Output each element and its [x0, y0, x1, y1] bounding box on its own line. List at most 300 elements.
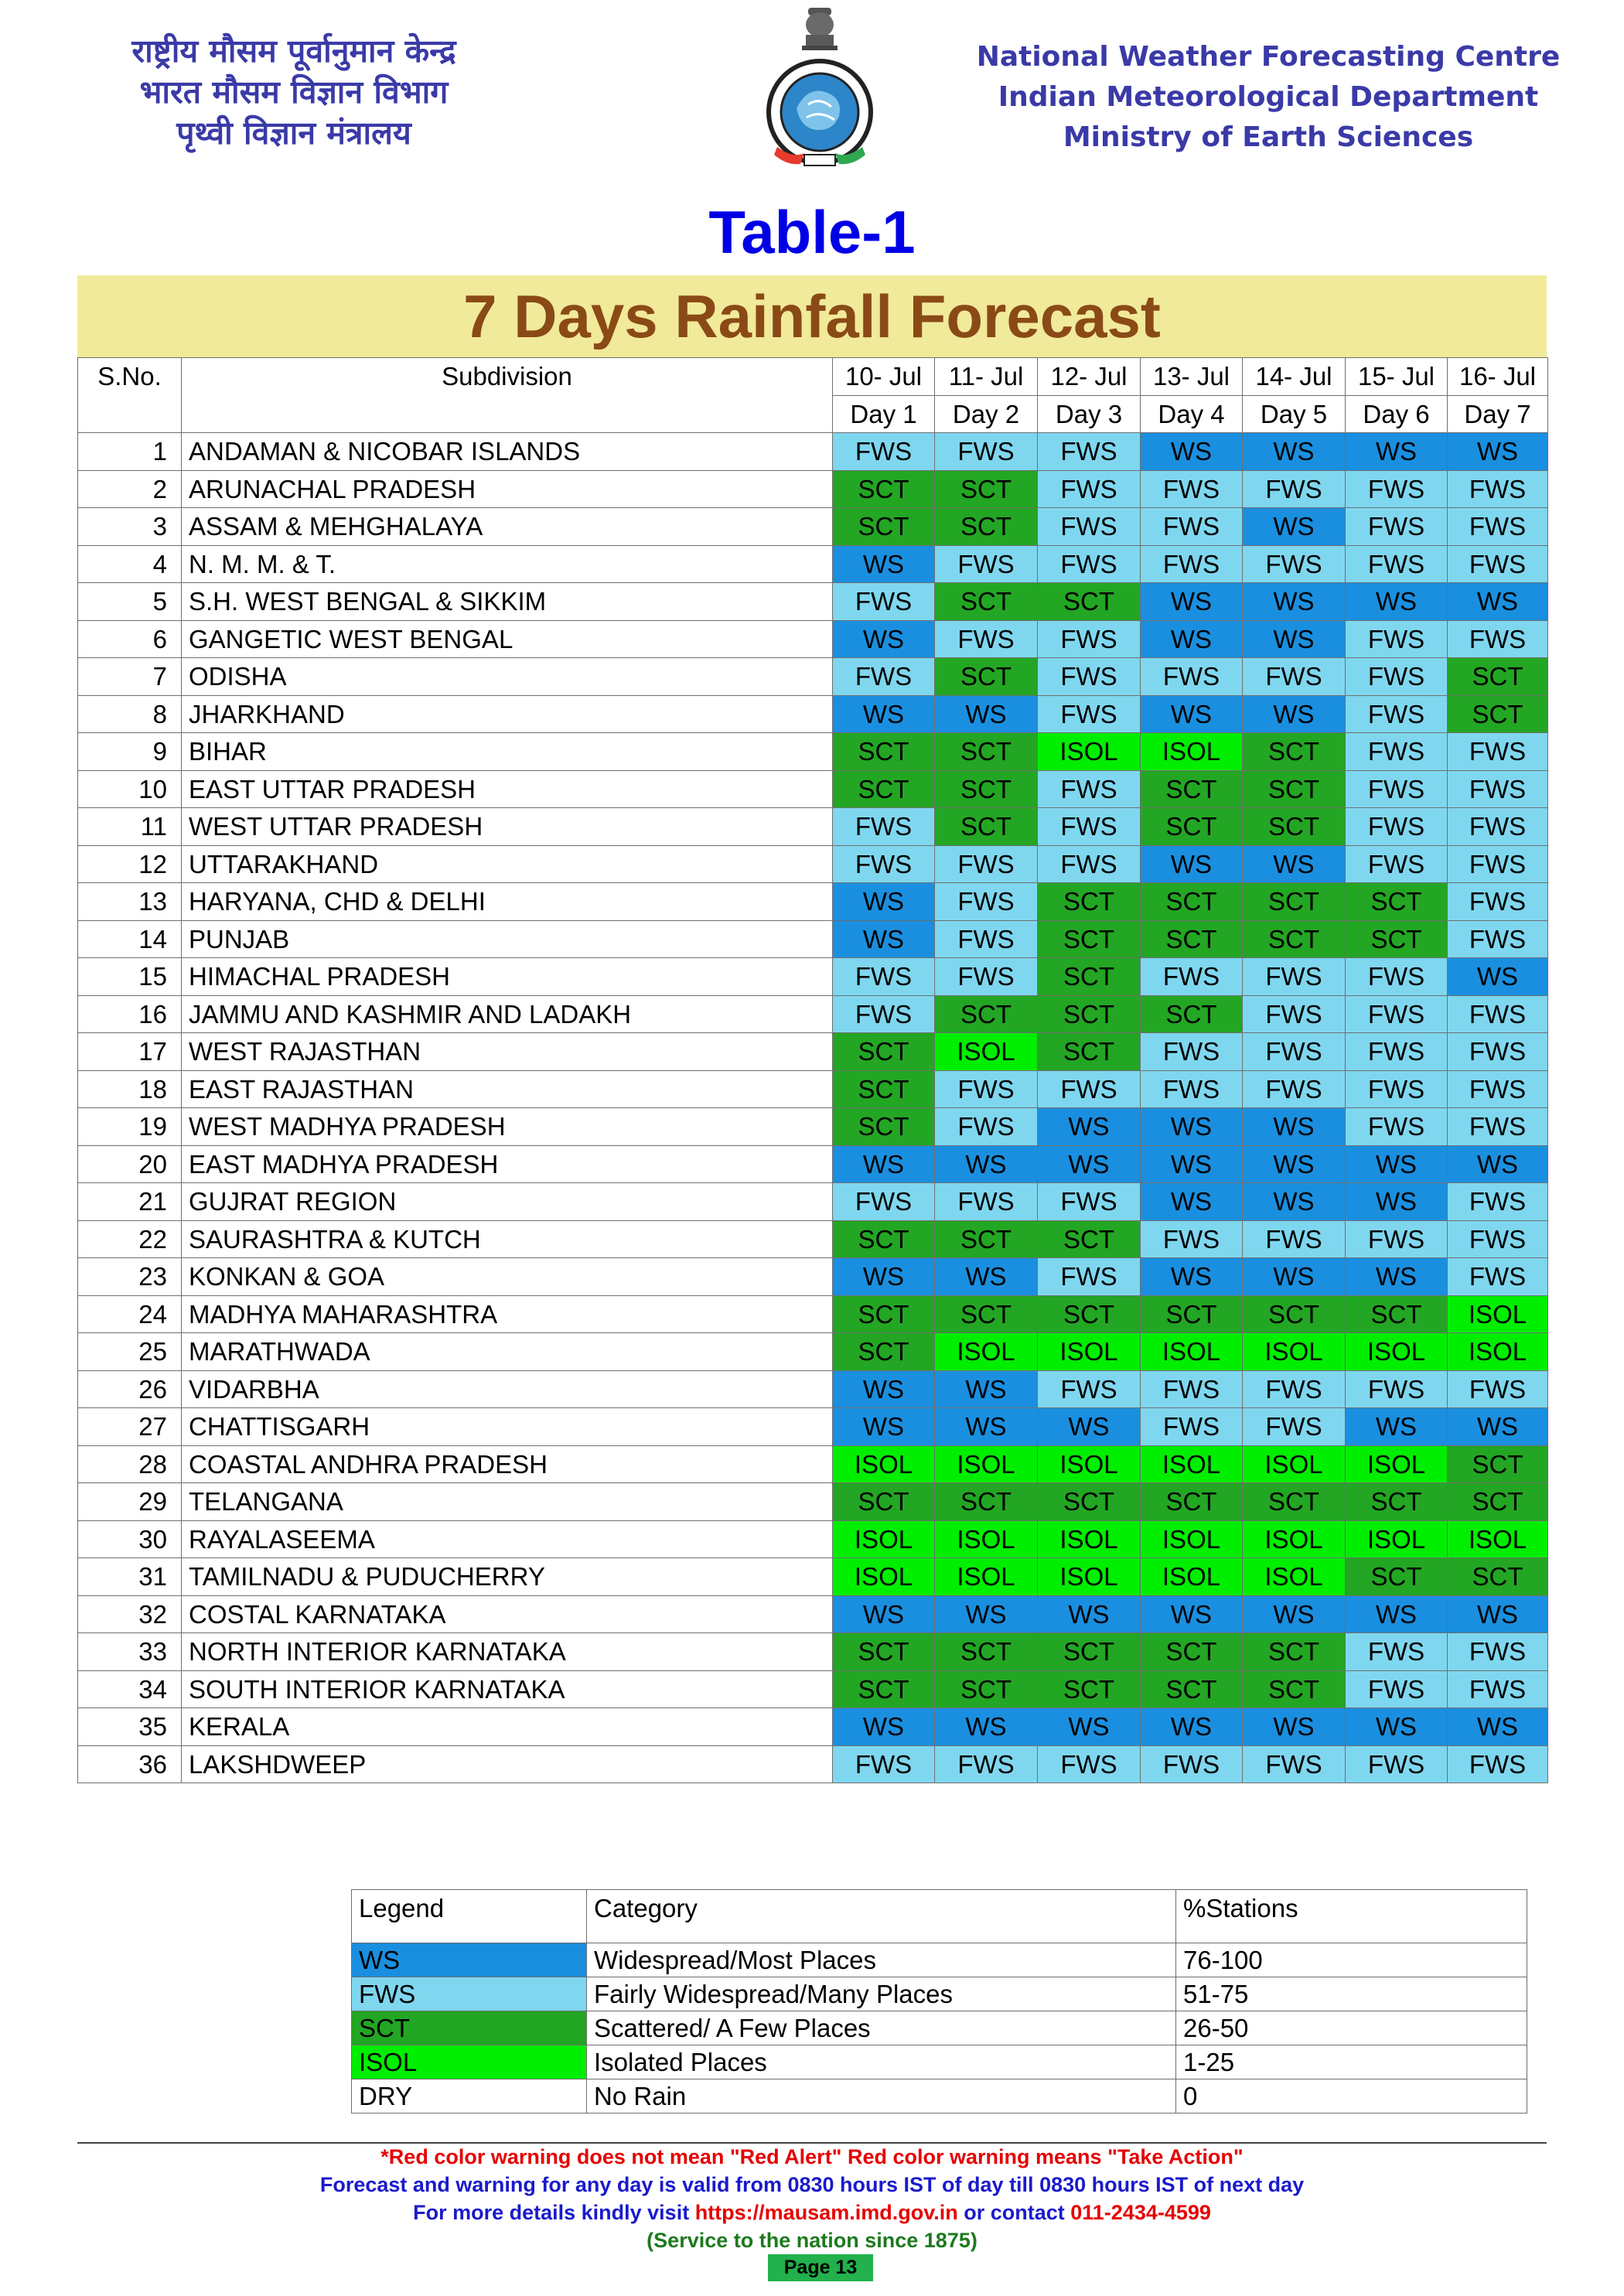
row-sno: 26 [78, 1370, 182, 1408]
legend-category: Fairly Widespread/Many Places [587, 1977, 1176, 2011]
forecast-cell: FWS [1346, 1220, 1448, 1258]
forecast-cell: WS [1141, 1258, 1243, 1296]
forecast-cell: SCT [1038, 1483, 1141, 1521]
forecast-cell: SCT [833, 508, 935, 546]
row-subdivision: HARYANA, CHD & DELHI [182, 883, 833, 921]
footer-website-link[interactable]: https://mausam.imd.gov.in [694, 2201, 958, 2224]
legend-row [352, 2011, 1527, 2045]
forecast-cell: SCT [833, 733, 935, 771]
row-sno: 25 [78, 1333, 182, 1371]
row-subdivision: RAYALASEEMA [182, 1520, 833, 1558]
row-sno: 32 [78, 1595, 182, 1633]
forecast-cell: FWS [833, 995, 935, 1033]
forecast-cell: SCT [935, 1633, 1038, 1671]
legend-code-swatch: DRY [352, 2079, 587, 2113]
forecast-cell: WS [1243, 620, 1346, 658]
forecast-cell: FWS [1243, 658, 1346, 696]
forecast-cell: WS [833, 920, 935, 958]
row-subdivision: KONKAN & GOA [182, 1258, 833, 1296]
legend-stations: 0 [1176, 2079, 1527, 2113]
forecast-cell: WS [1346, 1145, 1448, 1183]
legend-category: Scattered/ A Few Places [587, 2011, 1176, 2045]
forecast-cell: FWS [833, 1183, 935, 1221]
forecast-cell: SCT [1141, 1670, 1243, 1708]
footer-phone-number: 011-2434-4599 [1070, 2201, 1211, 2224]
forecast-cell: SCT [1243, 1483, 1346, 1521]
forecast-cell: WS [935, 1145, 1038, 1183]
forecast-cell: WS [833, 545, 935, 583]
forecast-cell: WS [1038, 1108, 1141, 1146]
forecast-cell: SCT [1243, 770, 1346, 808]
header-date: 13- Jul [1141, 358, 1243, 396]
forecast-cell: WS [1448, 1595, 1548, 1633]
legend-table-body [352, 1890, 1527, 2113]
forecast-cell: FWS [1346, 1070, 1448, 1108]
forecast-cell: SCT [1346, 1558, 1448, 1596]
forecast-cell: WS [1448, 583, 1548, 621]
forecast-cell: SCT [935, 733, 1038, 771]
forecast-cell: WS [1141, 1183, 1243, 1221]
forecast-cell: FWS [1038, 1183, 1141, 1221]
forecast-cell: WS [1346, 1183, 1448, 1221]
header-date: 10- Jul [833, 358, 935, 396]
forecast-cell: WS [833, 1258, 935, 1296]
forecast-cell: FWS [1038, 508, 1141, 546]
forecast-cell: ISOL [1448, 1295, 1548, 1333]
forecast-cell: FWS [1346, 1108, 1448, 1146]
forecast-cell: ISOL [1448, 1520, 1548, 1558]
forecast-cell: WS [1038, 1595, 1141, 1633]
forecast-cell: SCT [1141, 1483, 1243, 1521]
legend-header-legend: Legend [352, 1890, 587, 1943]
row-subdivision: MADHYA MAHARASHTRA [182, 1295, 833, 1333]
row-sno: 6 [78, 620, 182, 658]
table-row [78, 470, 1548, 508]
legend-stations: 51-75 [1176, 1977, 1527, 2011]
row-sno: 35 [78, 1708, 182, 1746]
row-subdivision: COASTAL ANDHRA PRADESH [182, 1445, 833, 1483]
page-number-badge: Page 13 [768, 2254, 873, 2281]
row-subdivision: WEST MADHYA PRADESH [182, 1108, 833, 1146]
row-sno: 3 [78, 508, 182, 546]
forecast-cell: FWS [1448, 1183, 1548, 1221]
forecast-cell: ISOL [1243, 1520, 1346, 1558]
header-day: Day 1 [833, 395, 935, 433]
forecast-cell: FWS [1141, 470, 1243, 508]
header-subdivision: Subdivision [182, 358, 833, 433]
table-row [78, 1745, 1548, 1783]
forecast-cell: FWS [1448, 1220, 1548, 1258]
row-sno: 23 [78, 1258, 182, 1296]
forecast-cell: FWS [1346, 470, 1448, 508]
forecast-cell: ISOL [1346, 1445, 1448, 1483]
row-subdivision: UTTARAKHAND [182, 845, 833, 883]
forecast-cell: WS [833, 1708, 935, 1746]
forecast-cell: SCT [1243, 883, 1346, 921]
footer-red-warning-note: *Red color warning does not mean "Red Alert" Red color warning means "Take Action" [380, 2145, 1244, 2168]
forecast-cell: SCT [833, 770, 935, 808]
forecast-cell: ISOL [1038, 1445, 1141, 1483]
forecast-cell: FWS [935, 845, 1038, 883]
forecast-cell: ISOL [1243, 1558, 1346, 1596]
table-row [78, 1445, 1548, 1483]
forecast-cell: FWS [1448, 733, 1548, 771]
forecast-cell: SCT [833, 1070, 935, 1108]
forecast-cell: FWS [1346, 508, 1448, 546]
forecast-cell: SCT [1448, 1558, 1548, 1596]
footer-contact-prefix: For more details kindly visit [413, 2201, 695, 2224]
row-sno: 31 [78, 1558, 182, 1596]
forecast-cell: WS [1346, 1595, 1448, 1633]
forecast-cell: FWS [1346, 620, 1448, 658]
table-row [78, 1558, 1548, 1596]
forecast-cell: SCT [1346, 1295, 1448, 1333]
header-sno: S.No. [78, 358, 182, 433]
forecast-cell: ISOL [1346, 1333, 1448, 1371]
forecast-cell: FWS [1346, 1033, 1448, 1071]
row-sno: 17 [78, 1033, 182, 1071]
forecast-cell: FWS [1243, 545, 1346, 583]
table-row [78, 808, 1548, 846]
row-subdivision: JAMMU AND KASHMIR AND LADAKH [182, 995, 833, 1033]
forecast-cell: FWS [1038, 658, 1141, 696]
table-row [78, 1070, 1548, 1108]
row-sno: 4 [78, 545, 182, 583]
forecast-cell: WS [1243, 1108, 1346, 1146]
row-subdivision: NORTH INTERIOR KARNATAKA [182, 1633, 833, 1671]
row-sno: 16 [78, 995, 182, 1033]
legend-header-category: Category [587, 1890, 1176, 1943]
forecast-cell: ISOL [1243, 1445, 1346, 1483]
forecast-cell: FWS [1038, 1258, 1141, 1296]
row-subdivision: WEST UTTAR PRADESH [182, 808, 833, 846]
table-row [78, 920, 1548, 958]
forecast-cell: FWS [1346, 1370, 1448, 1408]
forecast-cell: SCT [833, 1220, 935, 1258]
header-date: 11- Jul [935, 358, 1038, 396]
header-day: Day 7 [1448, 395, 1548, 433]
forecast-cell: FWS [1243, 995, 1346, 1033]
forecast-cell: WS [1448, 433, 1548, 471]
header-english-line-2: Indian Meteorological Department [998, 81, 1539, 113]
header-date: 15- Jul [1346, 358, 1448, 396]
forecast-cell: SCT [1141, 1633, 1243, 1671]
footer-validity-note: Forecast and warning for any day is valid from 0830 hours IST of day till 0830 hours IST of next day [319, 2173, 1305, 2196]
forecast-cell: FWS [833, 808, 935, 846]
forecast-cell: FWS [1448, 545, 1548, 583]
forecast-cell: SCT [935, 583, 1038, 621]
forecast-cell: SCT [1346, 920, 1448, 958]
header-day: Day 2 [935, 395, 1038, 433]
table-row [78, 658, 1548, 696]
forecast-cell: SCT [1038, 1220, 1141, 1258]
forecast-cell: WS [833, 1595, 935, 1633]
row-subdivision: ASSAM & MEHGHALAYA [182, 508, 833, 546]
row-subdivision: GANGETIC WEST BENGAL [182, 620, 833, 658]
forecast-cell: FWS [1243, 1033, 1346, 1071]
table-row [78, 1183, 1548, 1221]
forecast-cell: FWS [1448, 808, 1548, 846]
row-subdivision: EAST MADHYA PRADESH [182, 1145, 833, 1183]
forecast-cell: FWS [1038, 433, 1141, 471]
forecast-cell: FWS [935, 1183, 1038, 1221]
forecast-cell: FWS [1346, 733, 1448, 771]
forecast-cell: SCT [1243, 808, 1346, 846]
forecast-cell: ISOL [935, 1333, 1038, 1371]
row-sno: 36 [78, 1745, 182, 1783]
forecast-cell: FWS [935, 1108, 1038, 1146]
table-row [78, 508, 1548, 546]
row-sno: 14 [78, 920, 182, 958]
header-english-line-3: Ministry of Earth Sciences [1063, 121, 1474, 153]
forecast-cell: WS [1243, 583, 1346, 621]
forecast-cell: SCT [1243, 1670, 1346, 1708]
forecast-cell: SCT [833, 1108, 935, 1146]
forecast-cell: FWS [1346, 658, 1448, 696]
forecast-cell: FWS [1141, 1220, 1243, 1258]
forecast-cell: FWS [935, 620, 1038, 658]
forecast-cell: FWS [1448, 1633, 1548, 1671]
forecast-cell: ISOL [1243, 1333, 1346, 1371]
forecast-cell: SCT [935, 770, 1038, 808]
forecast-table-body [78, 433, 1548, 1783]
forecast-cell: WS [1346, 1258, 1448, 1296]
row-sno: 33 [78, 1633, 182, 1671]
forecast-cell: FWS [1243, 470, 1346, 508]
forecast-cell: FWS [1448, 508, 1548, 546]
forecast-cell: FWS [1243, 1745, 1346, 1783]
forecast-cell: SCT [1038, 1633, 1141, 1671]
forecast-cell: FWS [1346, 808, 1448, 846]
forecast-cell: FWS [1448, 1108, 1548, 1146]
row-subdivision: SAURASHTRA & KUTCH [182, 1220, 833, 1258]
table-row [78, 1108, 1548, 1146]
forecast-cell: SCT [1141, 995, 1243, 1033]
header-date: 14- Jul [1243, 358, 1346, 396]
forecast-cell: FWS [1448, 470, 1548, 508]
row-subdivision: EAST UTTAR PRADESH [182, 770, 833, 808]
row-sno: 10 [78, 770, 182, 808]
forecast-cell: WS [1243, 433, 1346, 471]
forecast-cell: FWS [1448, 1370, 1548, 1408]
forecast-cell: FWS [1243, 1408, 1346, 1446]
forecast-cell: ISOL [1141, 1445, 1243, 1483]
forecast-cell: SCT [1448, 1445, 1548, 1483]
forecast-cell: ISOL [1141, 1520, 1243, 1558]
forecast-cell: WS [1141, 695, 1243, 733]
forecast-cell: ISOL [935, 1520, 1038, 1558]
forecast-cell: FWS [1141, 658, 1243, 696]
forecast-cell: FWS [935, 883, 1038, 921]
forecast-cell: FWS [1141, 1070, 1243, 1108]
legend-row [352, 2079, 1527, 2113]
table-row [78, 583, 1548, 621]
forecast-cell: SCT [1448, 658, 1548, 696]
forecast-cell: SCT [935, 995, 1038, 1033]
forecast-cell: FWS [935, 1745, 1038, 1783]
forecast-cell: WS [1141, 845, 1243, 883]
legend-code-swatch: FWS [352, 1977, 587, 2011]
legend-row [352, 2045, 1527, 2079]
forecast-cell: SCT [1141, 883, 1243, 921]
row-subdivision: KERALA [182, 1708, 833, 1746]
forecast-cell: ISOL [935, 1445, 1038, 1483]
forecast-cell: FWS [1448, 995, 1548, 1033]
forecast-cell: FWS [1346, 695, 1448, 733]
legend-row [352, 1977, 1527, 2011]
table-row [78, 620, 1548, 658]
header-day: Day 3 [1038, 395, 1141, 433]
table-row [78, 1483, 1548, 1521]
table-row [78, 958, 1548, 996]
row-subdivision: CHATTISGARH [182, 1408, 833, 1446]
table-row [78, 883, 1548, 921]
forecast-cell: FWS [1038, 1745, 1141, 1783]
forecast-cell: FWS [1346, 958, 1448, 996]
row-sno: 13 [78, 883, 182, 921]
forecast-cell: SCT [1141, 1295, 1243, 1333]
forecast-cell: WS [1141, 1708, 1243, 1746]
forecast-cell: WS [1038, 1145, 1141, 1183]
forecast-cell: ISOL [833, 1445, 935, 1483]
row-subdivision: WEST RAJASTHAN [182, 1033, 833, 1071]
table-row [78, 1370, 1548, 1408]
forecast-cell: FWS [1243, 958, 1346, 996]
legend-header-stations: %Stations [1176, 1890, 1527, 1943]
table-row [78, 1033, 1548, 1071]
forecast-cell: SCT [1448, 695, 1548, 733]
forecast-cell: FWS [1448, 1070, 1548, 1108]
table-title: Table-1 [708, 198, 916, 266]
forecast-cell: FWS [1141, 1745, 1243, 1783]
forecast-cell: SCT [935, 1220, 1038, 1258]
header-date: 12- Jul [1038, 358, 1141, 396]
forecast-cell: FWS [1346, 995, 1448, 1033]
forecast-cell: SCT [935, 808, 1038, 846]
forecast-cell: FWS [1243, 1220, 1346, 1258]
forecast-cell: SCT [935, 1670, 1038, 1708]
forecast-cell: WS [1243, 1145, 1346, 1183]
row-subdivision: VIDARBHA [182, 1370, 833, 1408]
legend-table [351, 1889, 1527, 2113]
forecast-cell: WS [1038, 1708, 1141, 1746]
row-sno: 21 [78, 1183, 182, 1221]
forecast-cell: FWS [833, 845, 935, 883]
table-row [78, 545, 1548, 583]
row-subdivision: PUNJAB [182, 920, 833, 958]
row-sno: 5 [78, 583, 182, 621]
forecast-cell: FWS [1448, 620, 1548, 658]
row-subdivision: TAMILNADU & PUDUCHERRY [182, 1558, 833, 1596]
row-sno: 19 [78, 1108, 182, 1146]
table-row [78, 1258, 1548, 1296]
forecast-cell: FWS [833, 583, 935, 621]
header-day: Day 4 [1141, 395, 1243, 433]
header-english-line-1: National Weather Forecasting Centre [976, 41, 1561, 73]
forecast-cell: FWS [833, 958, 935, 996]
forecast-cell: ISOL [1448, 1333, 1548, 1371]
forecast-cell: SCT [833, 1633, 935, 1671]
forecast-cell: SCT [1243, 733, 1346, 771]
forecast-cell: SCT [1038, 583, 1141, 621]
forecast-cell: FWS [1448, 1033, 1548, 1071]
table-row [78, 733, 1548, 771]
row-subdivision: BIHAR [182, 733, 833, 771]
forecast-cell: WS [935, 1708, 1038, 1746]
forecast-cell: WS [1243, 695, 1346, 733]
forecast-cell: SCT [833, 1483, 935, 1521]
forecast-cell: FWS [1038, 808, 1141, 846]
table-row [78, 1333, 1548, 1371]
header-english-block [967, 37, 1570, 158]
forecast-cell: ISOL [1038, 1558, 1141, 1596]
legend-category: No Rain [587, 2079, 1176, 2113]
forecast-cell: FWS [1243, 1070, 1346, 1108]
forecast-cell: ISOL [935, 1033, 1038, 1071]
forecast-cell: FWS [1448, 770, 1548, 808]
forecast-cell: ISOL [1038, 1333, 1141, 1371]
forecast-cell: FWS [1448, 883, 1548, 921]
legend-stations: 26-50 [1176, 2011, 1527, 2045]
forecast-cell: WS [833, 1145, 935, 1183]
forecast-cell: WS [1448, 1145, 1548, 1183]
legend-category: Isolated Places [587, 2045, 1176, 2079]
forecast-cell: SCT [1346, 1483, 1448, 1521]
forecast-cell: WS [1141, 433, 1243, 471]
table-row [78, 433, 1548, 471]
forecast-cell: WS [1346, 583, 1448, 621]
forecast-cell: ISOL [935, 1558, 1038, 1596]
header-day: Day 6 [1346, 395, 1448, 433]
forecast-cell: FWS [1141, 1370, 1243, 1408]
forecast-cell: SCT [935, 1483, 1038, 1521]
row-subdivision: ODISHA [182, 658, 833, 696]
forecast-cell: FWS [1038, 620, 1141, 658]
forecast-cell: FWS [935, 433, 1038, 471]
forecast-cell: FWS [1346, 1670, 1448, 1708]
row-sno: 34 [78, 1670, 182, 1708]
table-row [78, 1708, 1548, 1746]
forecast-cell: WS [935, 695, 1038, 733]
forecast-cell: FWS [1038, 1070, 1141, 1108]
forecast-cell: WS [935, 1595, 1038, 1633]
header-hindi-block [77, 31, 510, 154]
forecast-cell: WS [1448, 1708, 1548, 1746]
forecast-cell: WS [1243, 1595, 1346, 1633]
forecast-cell: WS [1243, 1183, 1346, 1221]
forecast-cell: WS [833, 695, 935, 733]
table-row [78, 1633, 1548, 1671]
forecast-cell: SCT [1141, 770, 1243, 808]
forecast-cell: SCT [833, 1295, 935, 1333]
forecast-cell: FWS [833, 658, 935, 696]
forecast-cell: FWS [1448, 1670, 1548, 1708]
row-sno: 30 [78, 1520, 182, 1558]
footer-contact-line [0, 2199, 1624, 2226]
forecast-cell: ISOL [1038, 1520, 1141, 1558]
forecast-cell: FWS [935, 545, 1038, 583]
forecast-cell: WS [935, 1258, 1038, 1296]
forecast-cell: FWS [1141, 508, 1243, 546]
forecast-cell: SCT [935, 508, 1038, 546]
forecast-cell: FWS [935, 1070, 1038, 1108]
forecast-cell: WS [1141, 1108, 1243, 1146]
forecast-cell: FWS [1038, 1370, 1141, 1408]
row-sno: 18 [78, 1070, 182, 1108]
forecast-cell: SCT [833, 1333, 935, 1371]
forecast-cell: SCT [1038, 995, 1141, 1033]
forecast-cell: WS [1448, 958, 1548, 996]
